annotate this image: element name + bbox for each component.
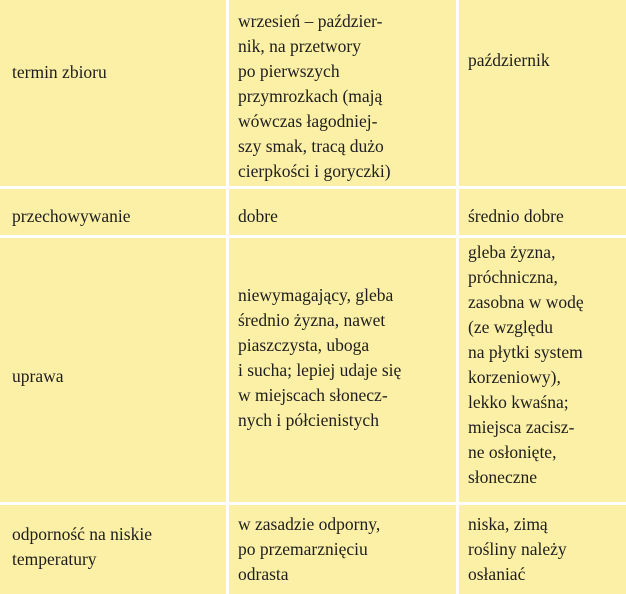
text-line: i sucha; lepiej udaje się (238, 360, 402, 380)
text-line: na płytki system (468, 342, 583, 362)
text-line: (ze względu (468, 317, 554, 337)
row-cold-resistance-col2 (238, 512, 380, 587)
text-line: ne osłonięte, (468, 442, 557, 462)
text-line: zasobna w wodę (468, 292, 584, 312)
text-line: osłaniać (468, 564, 526, 584)
text-line: korzeniowy), (468, 367, 561, 387)
row-storage-col3 (468, 204, 564, 229)
row-cultivation-col3 (468, 240, 584, 490)
text-line: lekko kwaśna; (468, 392, 569, 412)
row-divider (0, 502, 626, 505)
text-line: niska, zimą (468, 514, 548, 534)
text-line: dobre (238, 206, 278, 226)
text-line: cierpkości i goryczki) (238, 161, 391, 181)
text-line: piaszczysta, uboga (238, 335, 370, 355)
row-cold-resistance-label (12, 522, 152, 572)
row-harvest-label (12, 60, 107, 85)
text-line: temperatury (12, 549, 97, 569)
text-line: gleba żyzna, (468, 242, 556, 262)
text-line: średnio dobre (468, 206, 564, 226)
row-storage-label (12, 204, 131, 229)
text-line: odrasta (238, 564, 289, 584)
row-divider (0, 235, 626, 238)
row-cold-resistance-col3 (468, 512, 567, 587)
text-line: po pierwszych (238, 61, 340, 81)
row-cultivation-col2 (238, 283, 401, 433)
row-harvest-col2 (238, 9, 391, 184)
storage-label-text: przechowywanie (12, 206, 131, 226)
row-cultivation-label (12, 364, 64, 389)
text-line: w zasadzie odporny, (238, 514, 381, 534)
row-divider (0, 186, 626, 189)
text-line: przymrozkach (mają (238, 86, 383, 106)
harvest-label-text: termin zbioru (12, 62, 107, 82)
text-line: średnio żyzna, nawet (238, 310, 386, 330)
text-line: rośliny należy (468, 539, 567, 559)
text-line: nych i półcienistych (238, 410, 379, 430)
text-line: wówczas łagodniej- (238, 111, 378, 131)
text-line: wrzesień – paździer- (238, 11, 383, 31)
row-storage-col2 (238, 204, 278, 229)
text-line: po przemarznięciu (238, 539, 368, 559)
text-line: nik, na przetwory (238, 36, 361, 56)
text-line: miejsca zacisz- (468, 417, 575, 437)
cultivation-label-text: uprawa (12, 366, 64, 386)
text-line: październik (468, 50, 550, 70)
text-line: niewymagający, gleba (238, 285, 394, 305)
row-harvest-col3 (468, 48, 550, 73)
text-line: odporność na niskie (12, 524, 152, 544)
text-line: próchniczna, (468, 267, 558, 287)
text-line: szy smak, tracą dużo (238, 136, 384, 156)
text-line: słoneczne (468, 467, 537, 487)
text-line: w miejscach słonecz- (238, 385, 388, 405)
